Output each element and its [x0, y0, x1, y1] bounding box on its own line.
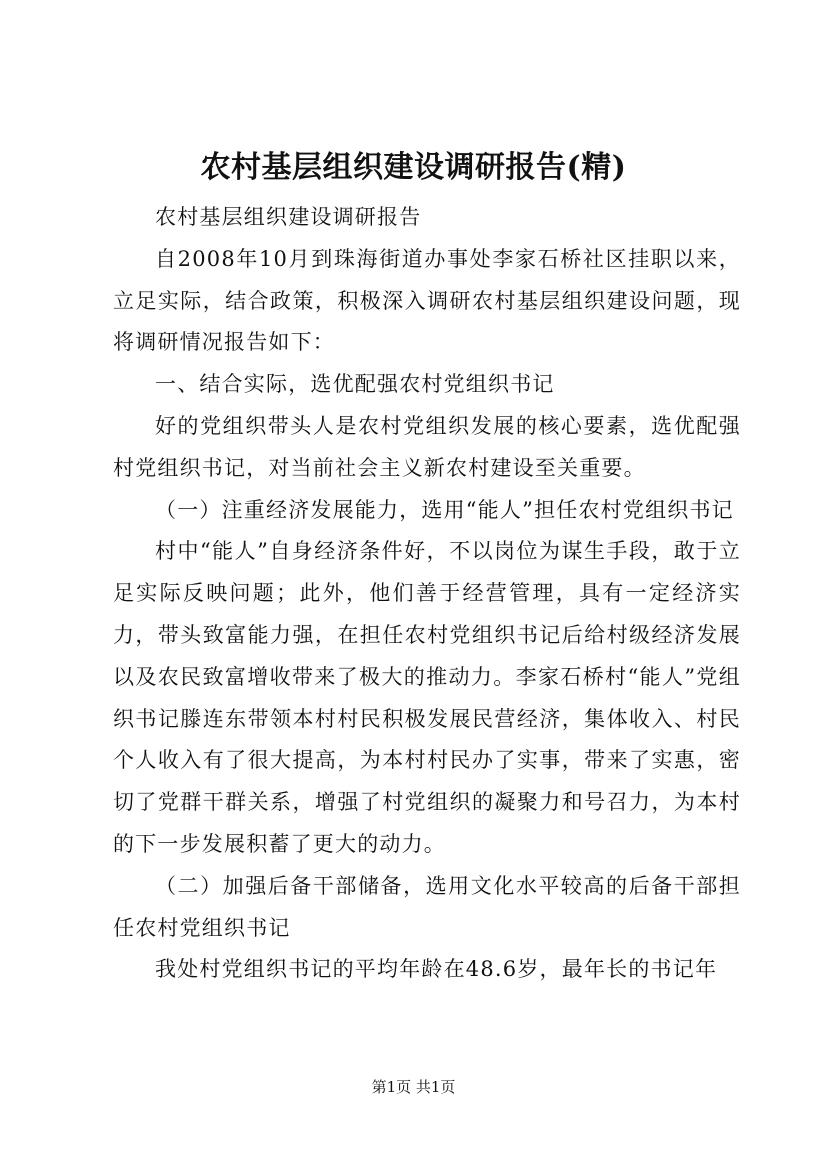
section-heading-1: 一、结合实际，选优配强农村党组织书记 — [155, 372, 555, 397]
subsection-heading-1: （一）注重经济发展能力，选用“能人”担任农村党组织书记 — [155, 497, 734, 522]
document-title: 农村基层组织建设调研报告(精) — [200, 150, 627, 185]
paragraph-intro: 自2008年10月到珠海街道办事处李家石桥社区挂职以来，立足实际，结合政策，积极深入调研农村基层组织建设问题，现将调研情况报告如下： — [113, 246, 741, 355]
subsection-heading-2: （二）加强后备干部储备，选用文化水平较高的后备干部担任农村党组织书记 — [113, 873, 741, 940]
page-footer: 第1页 共1页 — [371, 1078, 456, 1096]
paragraph-subsection-1: 村中“能人”自身经济条件好，不以岗位为谋生手段，敢于立足实际反映问题；此外，他们善于经营管理，具有一定经济实力，带头致富能力强，在担任农村党组织书记后给村级经济发展以及农民致富增收带来了极大的推动力。李家石桥村“能人”党组织书记滕连东带领本村村民积极发展民营经济，集体收入、村民个人收入有了很大提高，为本村村民办了实事，带来了实惠，密切了党群干群关系，增强了村党组织的凝聚力和号召力，为本村的下一步发展积蓄了更大的动力。 — [113, 539, 741, 856]
paragraph-subtitle: 农村基层组织建设调研报告 — [155, 205, 422, 229]
paragraph-subsection-2: 我处村党组织书记的平均年龄在48.6岁，最年长的书记年 — [155, 957, 718, 982]
document-body — [113, 197, 741, 991]
paragraph-section-1: 好的党组织带头人是农村党组织发展的核心要素，选优配强村党组织书记，对当前社会主义新农村建设至关重要。 — [113, 413, 741, 480]
